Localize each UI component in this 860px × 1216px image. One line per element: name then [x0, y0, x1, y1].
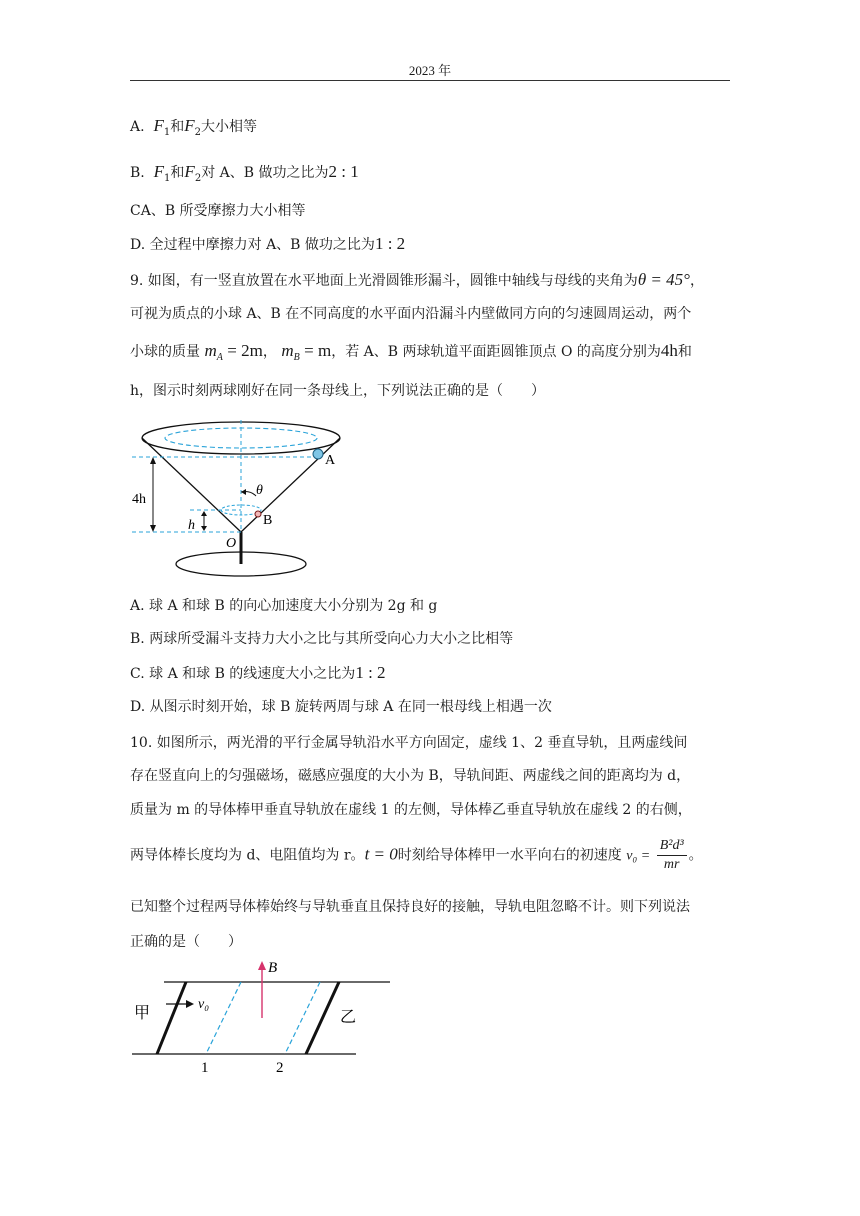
q10-stem-line5: 已知整个过程两导体棒始终与导轨垂直且保持良好的接触，导轨电阻忽略不计。则下列说法	[130, 899, 690, 915]
q9-option-d: D. 从图示时刻开始，球 B 旋转两周与球 A 在同一根母线上相遇一次	[130, 699, 552, 715]
q9-cone-figure	[128, 412, 368, 584]
label-b: B	[263, 513, 273, 528]
label-v0: v₀	[198, 997, 210, 1012]
q8-option-a: A. $F_1$和$F_2$大小相等	[130, 116, 257, 138]
label-a: A	[325, 453, 336, 468]
header-rule	[130, 80, 730, 81]
q9-stem-line2: 可视为质点的小球 A、B 在不同高度的水平面内沿漏斗内壁做同方向的匀速圆周运动，两个	[130, 306, 692, 322]
q10-stem-line6: 正确的是（ ）	[130, 934, 242, 950]
v0-fraction: $\frac{\text{B²d³}}{mr}$	[657, 837, 687, 874]
label-h: h	[188, 518, 195, 533]
q8-option-d: D. 全过程中摩擦力对 A、B 做功之比为1 : 2	[130, 234, 406, 253]
q9-option-a: A. 球 A 和球 B 的向心加速度大小分别为 2g 和 g	[130, 598, 438, 614]
label-o: O	[226, 536, 237, 551]
q10-stem-line3: 质量为 m 的导体棒甲垂直导轨放在虚线 1 的左侧，导体棒乙垂直导轨放在虚线 2 的右侧，	[130, 802, 692, 818]
q8-option-c: CA、B 所受摩擦力大小相等	[130, 203, 306, 219]
label-yi: 乙	[340, 1009, 357, 1026]
q9-option-c: C. 球 A 和球 B 的线速度大小之比为1 : 2	[130, 663, 386, 682]
label-jia: 甲	[134, 1005, 151, 1022]
page-header-year: 2023 年	[408, 63, 452, 78]
q9-stem-line1: 9. 如图，有一竖直放置在水平地面上光滑圆锥形漏斗，圆锥中轴线与母线的夹角为θ = 45°，	[130, 270, 704, 289]
q10-stem-line4: 两导体棒长度均为 d、电阻值均为 r。t = 0时刻给导体棒甲一水平向右的初速度 v₀ = $\frac{\text{B²d³}}{mr}$ 。	[130, 838, 703, 872]
label-4h: 4h	[132, 492, 146, 507]
label-2: 2	[276, 1060, 284, 1076]
q9-stem-line4: h，图示时刻两球刚好在同一条母线上，下列说法正确的是（ ）	[130, 383, 546, 399]
label-field-b: B	[268, 960, 278, 976]
q9-option-b: B. 两球所受漏斗支持力大小之比与其所受向心力大小之比相等	[130, 631, 514, 647]
q10-stem-line2: 存在竖直向上的匀强磁场，磁感应强度的大小为 B，导轨间距、两虚线之间的距离均为 d，	[130, 768, 691, 784]
q10-stem-line1: 10. 如图所示，两光滑的平行金属导轨沿水平方向固定，虚线 1、2 垂直导轨，且两虚线间	[130, 735, 688, 751]
q10-rails-figure	[128, 958, 398, 1078]
label-1: 1	[201, 1060, 209, 1076]
q9-stem-line3: 小球的质量 $m_A = 2m$， $m_B = m$，若 A、B 两球轨道平面距圆锥顶点 O 的高度分别为4h和	[130, 341, 692, 363]
q8-option-b: B. $F_1$和$F_2$对 A、B 做功之比为2 : 1	[130, 162, 359, 184]
label-theta: θ	[256, 483, 263, 498]
